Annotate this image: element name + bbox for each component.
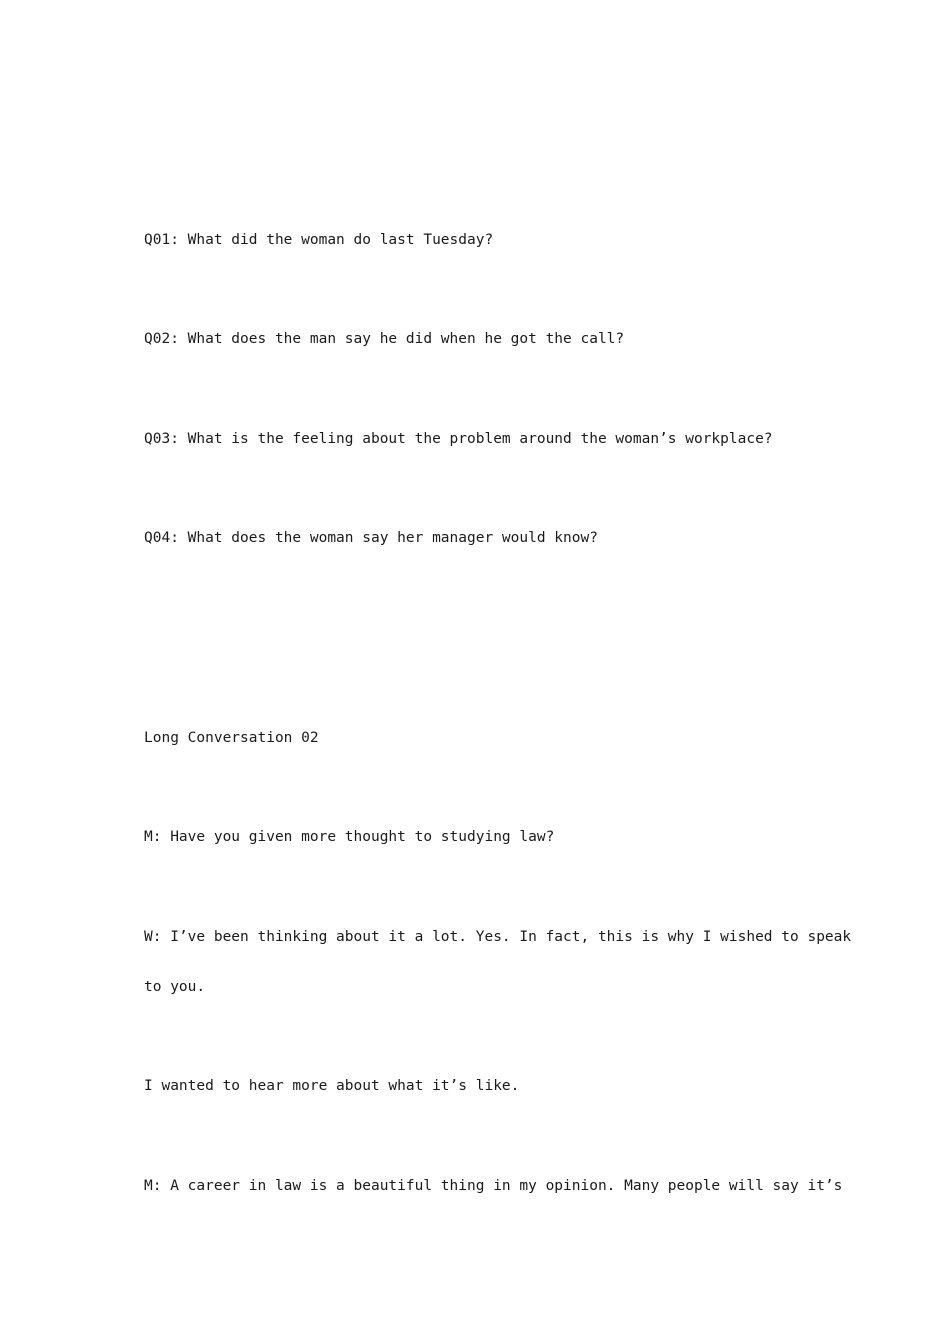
conversation-line-2: W: I’ve been thinking about it a lot. Yes. In fact, this is why I wished to speak [144, 929, 852, 945]
question-1: Q01: What did the woman do last Tuesday? [144, 232, 494, 248]
conversation-line-4: I wanted to hear more about what it’s like. [144, 1078, 520, 1094]
conversation-line-5: M: A career in law is a beautiful thing in my opinion. Many people will say it’s [144, 1178, 843, 1194]
section-title: Long Conversation 02 [144, 730, 319, 746]
conversation-line-3: to you. [144, 979, 206, 995]
question-4: Q04: What does the woman say her manager would know? [144, 530, 598, 546]
conversation-line-1: M: Have you given more thought to studying law? [144, 829, 555, 845]
question-2: Q02: What does the man say he did when he got the call? [144, 331, 625, 347]
question-3: Q03: What is the feeling about the problem around the woman’s workplace? [144, 431, 773, 447]
